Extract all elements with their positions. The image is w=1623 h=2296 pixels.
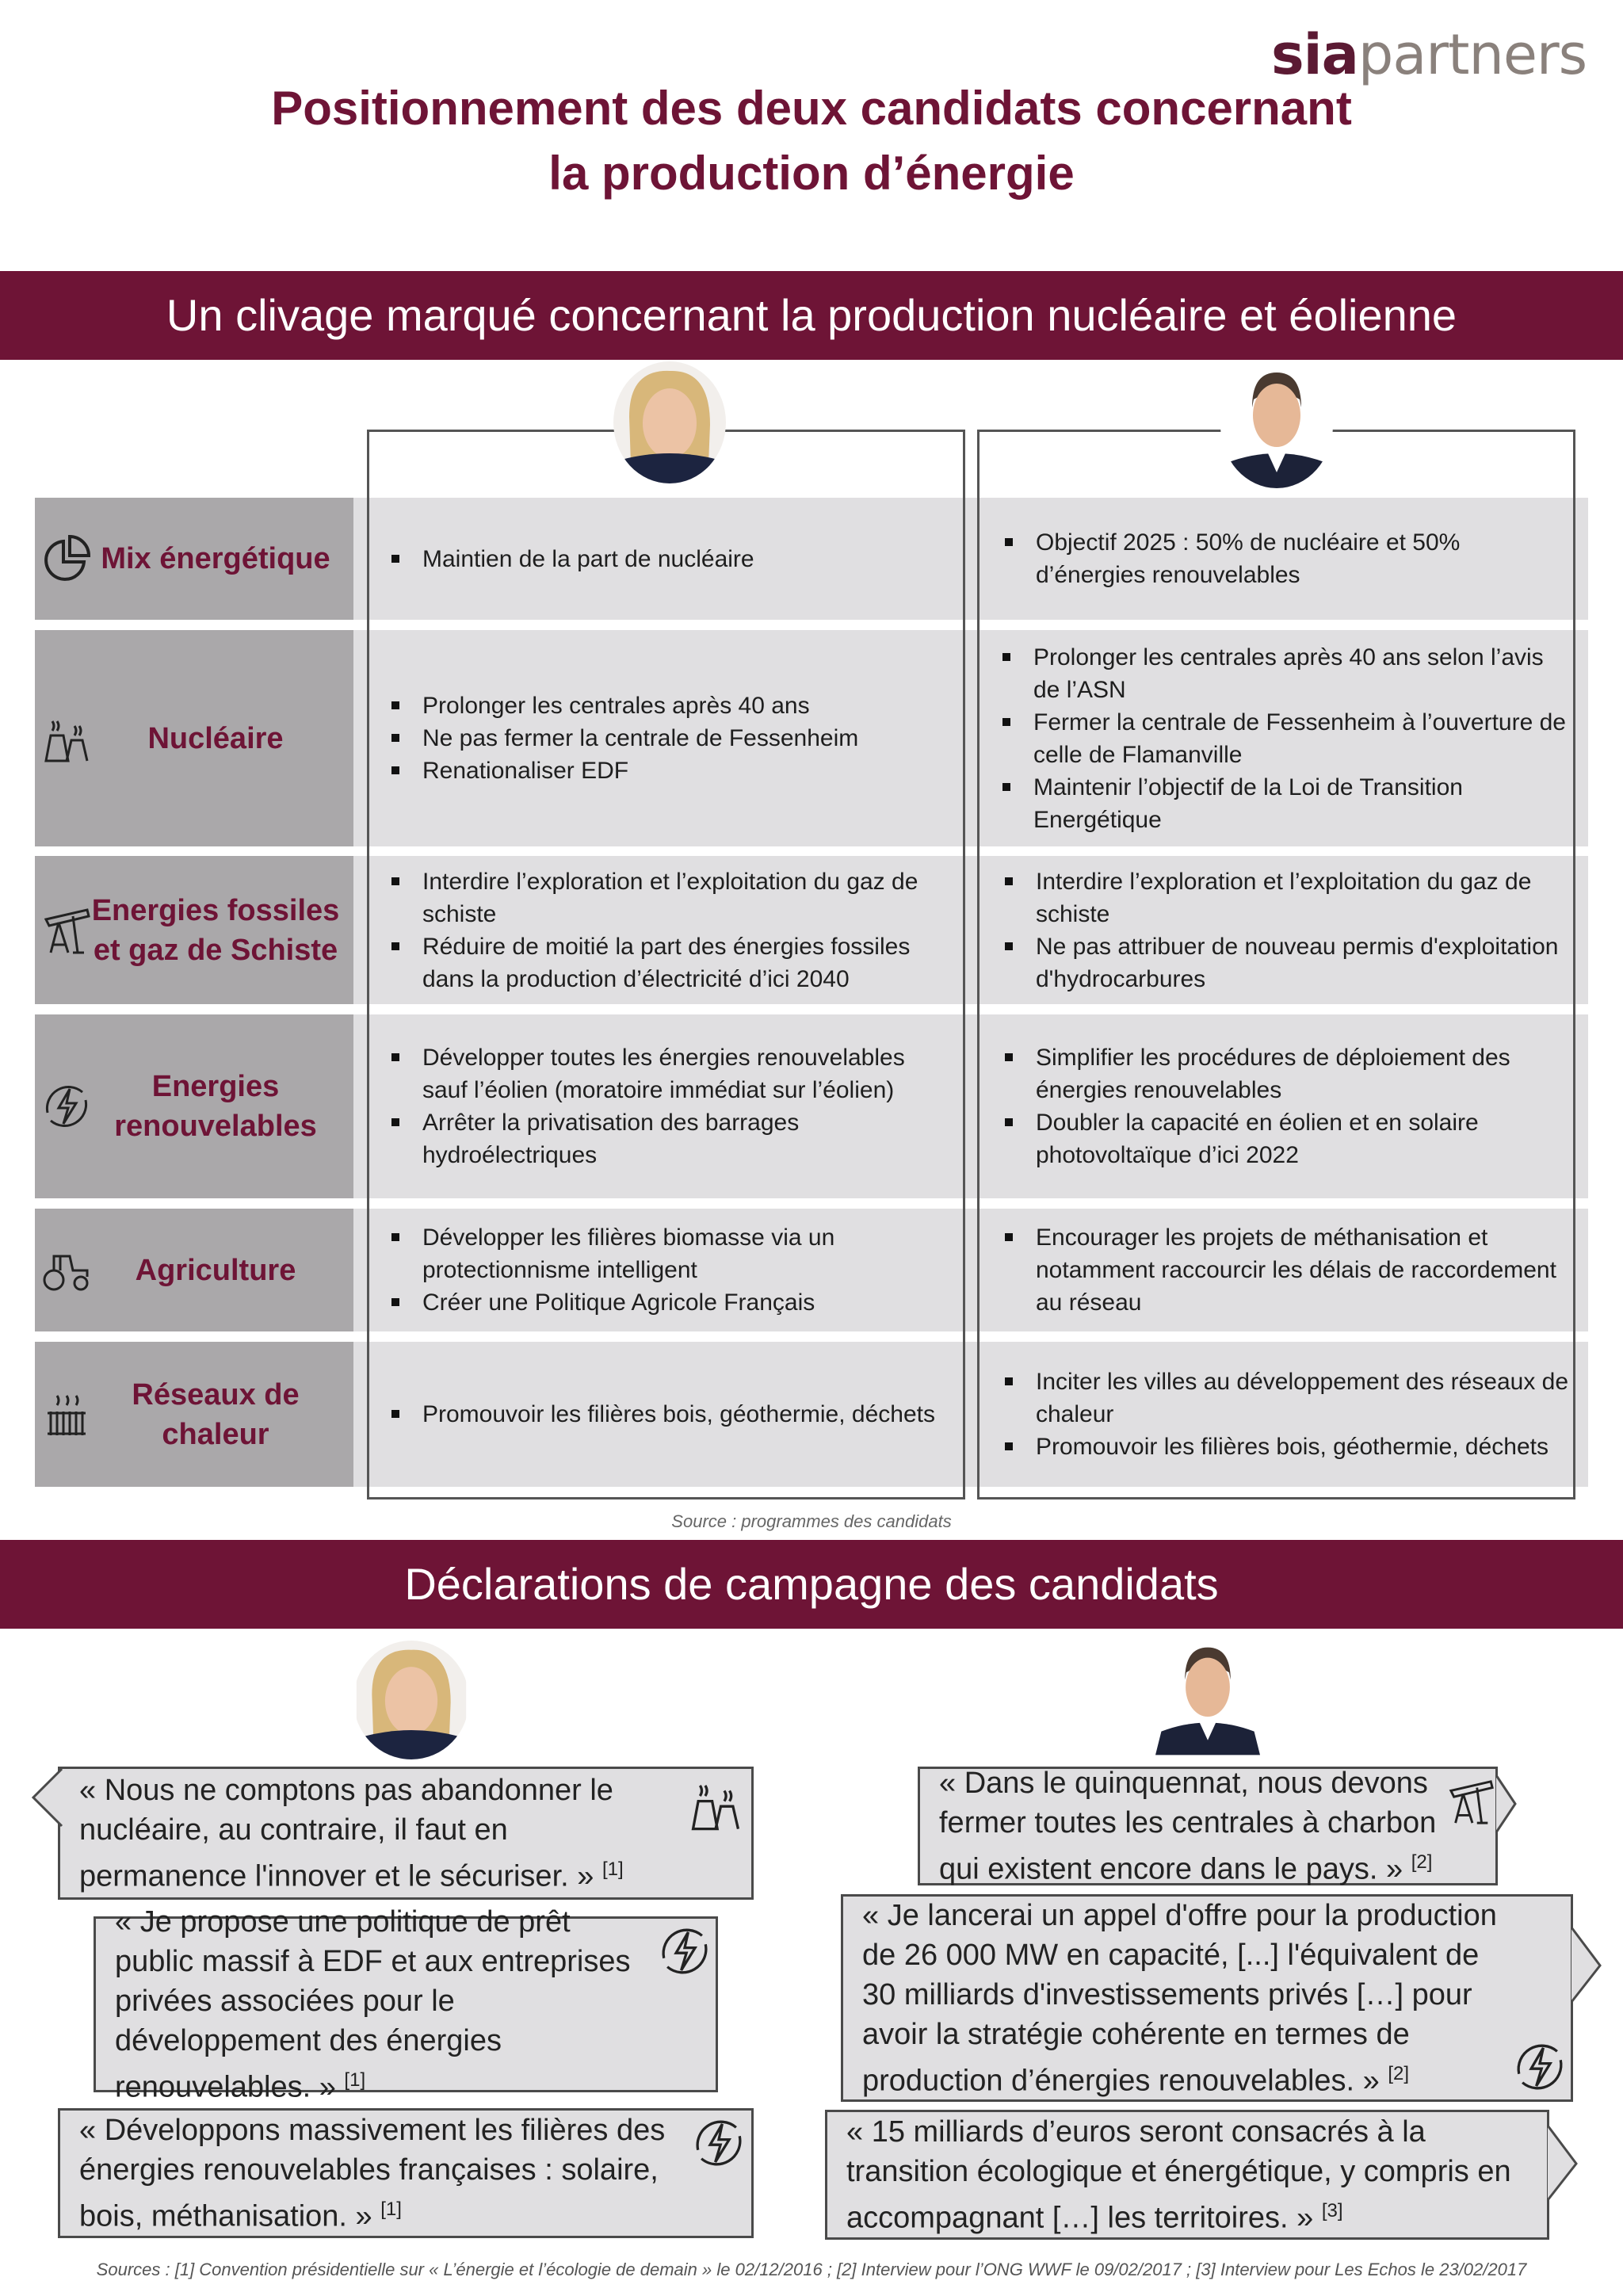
candidate-right-portrait — [1220, 361, 1333, 488]
quote-left-3: « Développons massivement les filières des énergies renouvelables françaises : solaire, bois, méthanisation. » [1] — [58, 2108, 754, 2238]
list-item: Renationaliser EDF — [387, 755, 858, 787]
footer-sources: Sources : [1] Convention présidentielle sur « L’énergie et l’écologie de demain » le 02/12/2016 ; [2] Interview pour l’ONG WWF le 09/02/2017 ; [3] Interview pour Les Echos le 23/02/2017 — [96, 2260, 1527, 2279]
list-item: Arrêter la privatisation des barrages hydroélectriques — [387, 1106, 953, 1171]
list-item: Maintien de la part de nucléaire — [387, 543, 754, 575]
row-label-mix: Mix énergétique — [35, 498, 353, 620]
quote-left-2: « Je propose une politique de prêt public massif à EDF et aux entreprises privées associées pour le développement des énergies renouvelables. » [1] — [94, 1916, 718, 2092]
list-item: Ne pas fermer la centrale de Fessenheim — [387, 722, 858, 755]
page-title — [0, 76, 1623, 206]
section1-heading: Un clivage marqué concernant la production nucléaire et éolienne — [0, 271, 1623, 360]
page-title-line1: Positionnement des deux candidats concernant — [271, 82, 1352, 135]
row-label-agriculture: Agriculture — [35, 1209, 353, 1331]
candidate-right-portrait-2 — [1155, 1631, 1260, 1761]
renewable-energy-icon — [691, 2115, 747, 2171]
cell-left-mix — [387, 498, 953, 620]
list-item: Inciter les villes au développement des réseaux de chaleur — [1000, 1366, 1571, 1431]
list-item: Promouvoir les filières bois, géothermie, déchets — [1000, 1431, 1571, 1463]
cell-right-agriculture — [1000, 1209, 1571, 1331]
cell-left-renouvelables — [387, 1014, 953, 1198]
cell-right-mix — [1000, 498, 1571, 620]
oil-pump-icon — [1446, 1777, 1495, 1826]
cell-left-nucleaire — [387, 630, 953, 846]
candidate-left-portrait-2 — [353, 1641, 469, 1759]
list-item: Promouvoir les filières bois, géothermie, déchets — [387, 1398, 935, 1431]
list-item: Développer les filières biomasse via un protectionnisme intelligent — [387, 1221, 953, 1286]
list-item: Doubler la capacité en éolien et en solaire photovoltaïque d’ici 2022 — [1000, 1106, 1571, 1171]
sia-partners-logo: siapartners — [1271, 22, 1587, 87]
renewable-energy-icon — [657, 1924, 712, 1979]
quote-left-1-tail — [32, 1767, 63, 1831]
list-item: Simplifier les procédures de déploiement des énergies renouvelables — [1000, 1041, 1571, 1106]
nuclear-plant-icon — [688, 1777, 743, 1832]
quote-right-1: « Dans le quinquennat, nous devons fermer toutes les centrales à charbon qui existent encore dans le pays. » [2] — [918, 1767, 1498, 1885]
list-item: Maintenir l’objectif de la Loi de Transition Energétique — [998, 771, 1572, 836]
cell-left-fossiles — [387, 856, 953, 1004]
list-item: Développer toutes les énergies renouvelables sauf l’éolien (moratoire immédiat sur l’éolien) — [387, 1041, 953, 1106]
cell-left-agriculture — [387, 1209, 953, 1331]
list-item: Encourager les projets de méthanisation et notamment raccourcir les délais de raccordement au réseau — [1000, 1221, 1571, 1319]
list-item: Réduire de moitié la part des énergies fossiles dans la production d’électricité d’ici 2040 — [387, 930, 953, 995]
quote-right-3: « 15 milliards d’euros seront consacrés à la transition écologique et énergétique, y compris en accompagnant […] les territoires. » [3] — [825, 2110, 1549, 2240]
cell-left-reseaux — [387, 1342, 953, 1487]
row-label-reseaux: Réseaux de chaleur — [35, 1342, 353, 1487]
list-item: Interdire l’exploration et l’exploitation du gaz de schiste — [1000, 865, 1571, 930]
quote-left-1: « Nous ne comptons pas abandonner le nucléaire, au contraire, il faut en permanence l'innover et le sécuriser. » [1] — [58, 1767, 754, 1900]
cell-right-reseaux — [1000, 1342, 1571, 1487]
row-label-nucleaire: Nucléaire — [35, 630, 353, 846]
list-item: Prolonger les centrales après 40 ans selon l’avis de l’ASN — [998, 641, 1572, 706]
section2-heading: Déclarations de campagne des candidats — [0, 1540, 1623, 1629]
list-item: Objectif 2025 : 50% de nucléaire et 50% d’énergies renouvelables — [1000, 526, 1571, 591]
page-title-line2: la production d’énergie — [548, 147, 1075, 200]
quote-right-2-tail — [1570, 1926, 1602, 2005]
source-note: Source : programmes des candidats — [671, 1511, 952, 1531]
quote-right-3-tail — [1546, 2124, 1578, 2203]
list-item: Ne pas attribuer de nouveau permis d'exploitation d'hydrocarbures — [1000, 930, 1571, 995]
quote-right-1-tail — [1495, 1774, 1517, 1837]
renewable-energy-icon — [1512, 2039, 1568, 2095]
row-label-fossiles: Energies fossiles et gaz de Schiste — [35, 856, 353, 1004]
candidate-left-portrait — [613, 361, 726, 483]
list-item: Créer une Politique Agricole Français — [387, 1286, 953, 1319]
list-item: Prolonger les centrales après 40 ans — [387, 690, 858, 722]
cell-right-renouvelables — [1000, 1014, 1571, 1198]
list-item: Fermer la centrale de Fessenheim à l’ouverture de celle de Flamanville — [998, 706, 1572, 771]
row-label-renouvelables: Energies renouvelables — [35, 1014, 353, 1198]
list-item: Interdire l’exploration et l’exploitation du gaz de schiste — [387, 865, 953, 930]
quote-right-2: « Je lancerai un appel d'offre pour la production de 26 000 MW en capacité, [...] l'équivalent de 30 milliards d'investissements privés […] pour avoir la stratégie cohérente en termes de production d’énergies renouvelables. » [2] — [841, 1894, 1573, 2102]
cell-right-nucleaire — [998, 630, 1572, 846]
cell-right-fossiles — [1000, 856, 1571, 1004]
